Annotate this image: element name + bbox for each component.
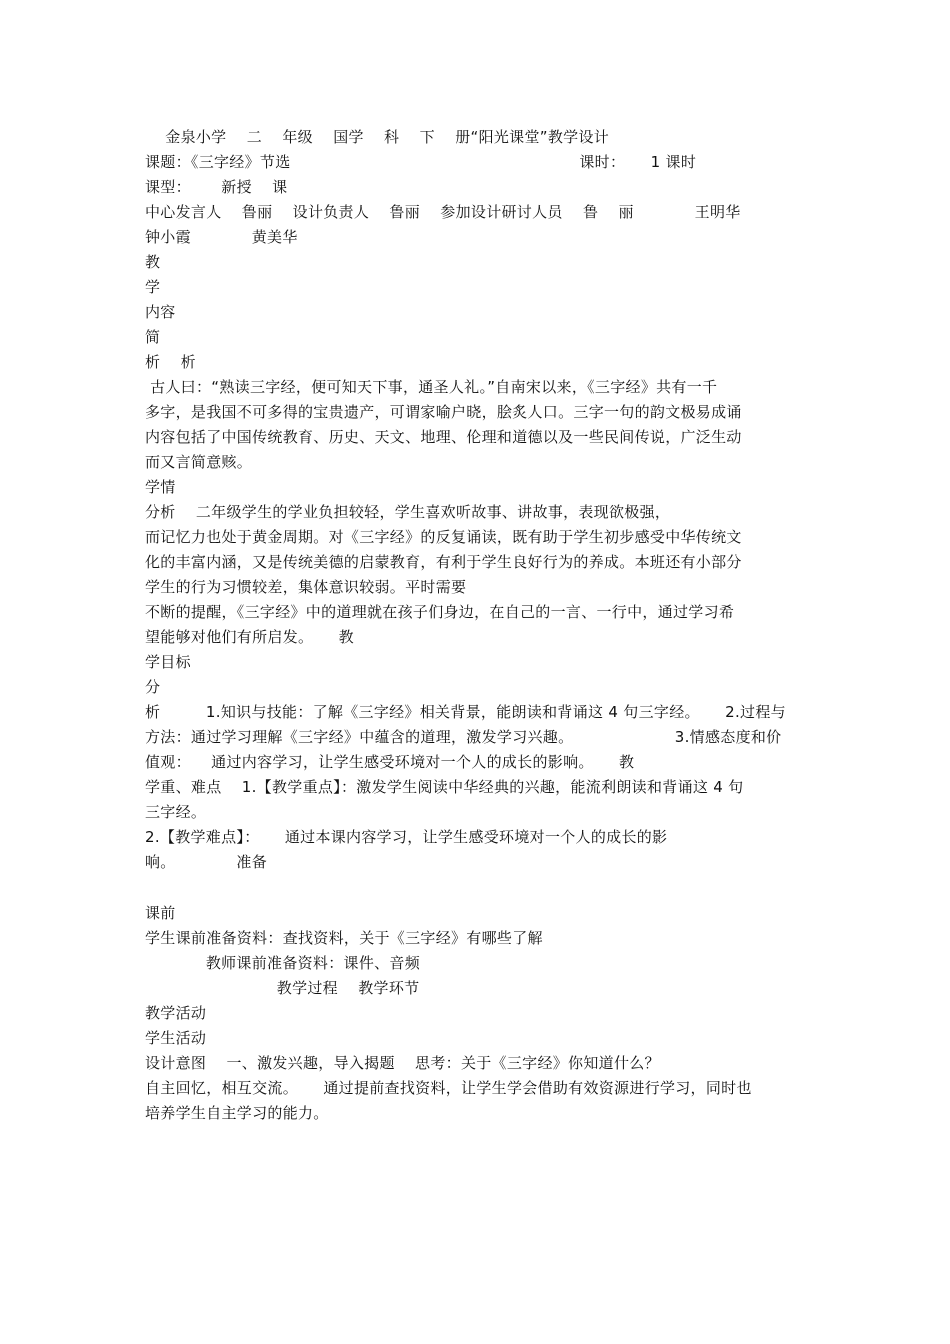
activity-text: 自主回忆，相互交流。 通过提前查找资料，让学生学会借助有效资源进行学习，同时也 (145, 1079, 752, 1097)
content-analysis-text: 古人曰：“熟读三字经，便可知天下事，通圣人礼。”自南宋以来，《三字经》共有一千 (145, 378, 718, 396)
section-label: 析 析 (145, 353, 196, 371)
key-points-text: 三字经。 (145, 803, 207, 821)
lesson-type-line: 课型： 新授 课 (145, 178, 288, 196)
document-title: 金泉小学 二 年级 国学 科 下 册“阳光课堂”教学设计 (145, 128, 610, 146)
key-points-text: 学重、难点 1.【教学重点】：激发学生阅读中华经典的兴趣，能流利朗读和背诵这 4 句 (145, 778, 744, 796)
section-label: 分 (145, 678, 161, 696)
objectives-text: 析 1.知识与技能：了解《三字经》相关背景，能朗读和背诵这 4 句三字经。 2.过程与 (145, 703, 786, 721)
difficulty-text: 响。 准备 (145, 853, 268, 871)
preparation-text: 教师课前准备资料：课件、音频 (145, 954, 421, 972)
student-analysis-text: 化的丰富内涵，又是传统美德的启蒙教育，有利于学生良好行为的养成。本班还有小部分 (145, 553, 742, 571)
participants-line-cont: 钟小霞 黄美华 (145, 228, 298, 246)
section-label: 学 (145, 278, 161, 296)
section-label: 简 (145, 328, 161, 346)
column-label: 教学活动 (145, 1004, 207, 1022)
lesson-topic-line: 课题：《三字经》节选 课时： 1 课时 (145, 153, 697, 171)
student-analysis-text: 而记忆力也处于黄金周期。对《三字经》的反复诵读，既有助于学生初步感受中华传统文 (145, 528, 742, 546)
student-analysis-text: 不断的提醒，《三字经》中的道理就在孩子们身边，在自己的一言、一行中，通过学习希 (145, 603, 735, 621)
activity-text: 设计意图 一、激发兴趣，导入揭题 思考：关于《三字经》你知道什么？ (145, 1054, 660, 1072)
content-analysis-text: 内容包括了中国传统教育、历史、天文、地理、伦理和道德以及一些民间传说，广泛生动 (145, 428, 742, 446)
section-label: 课前 (145, 904, 176, 922)
objectives-text: 方法：通过学习理解《三字经》中蕴含的道理，激发学习兴趣。 3.情感态度和价 (145, 728, 782, 746)
objectives-text: 值观： 通过内容学习，让学生感受环境对一个人的成长的影响。 教 (145, 753, 635, 771)
difficulty-text: 2.【教学难点】： 通过本课内容学习，让学生感受环境对一个人的成长的影 (145, 828, 668, 846)
process-header: 教学过程 教学环节 (145, 979, 420, 997)
student-analysis-text: 学生的行为习惯较差，集体意识较弱。平时需要 (145, 578, 467, 596)
section-label: 学情 (145, 478, 176, 496)
content-analysis-text: 而又言简意赅。 (145, 453, 253, 471)
student-analysis-text: 望能够对他们有所启发。 教 (145, 628, 354, 646)
content-analysis-text: 多字，是我国不可多得的宝贵遗产，可谓家喻户晓，脍炙人口。三字一句的韵文极易成诵 (145, 403, 742, 421)
student-analysis-text: 分析 二年级学生的学业负担较轻，学生喜欢听故事、讲故事，表现欲极强， (145, 503, 671, 521)
activity-text: 培养学生自主学习的能力。 (145, 1104, 329, 1122)
section-label: 教 (145, 253, 161, 271)
column-label: 学生活动 (145, 1029, 207, 1047)
participants-line: 中心发言人 鲁丽 设计负责人 鲁丽 参加设计研讨人员 鲁 丽 王明华 (145, 203, 741, 221)
section-label: 内容 (145, 303, 176, 321)
preparation-text: 学生课前准备资料：查找资料，关于《三字经》有哪些了解 (145, 929, 543, 947)
section-label: 学目标 (145, 653, 191, 671)
